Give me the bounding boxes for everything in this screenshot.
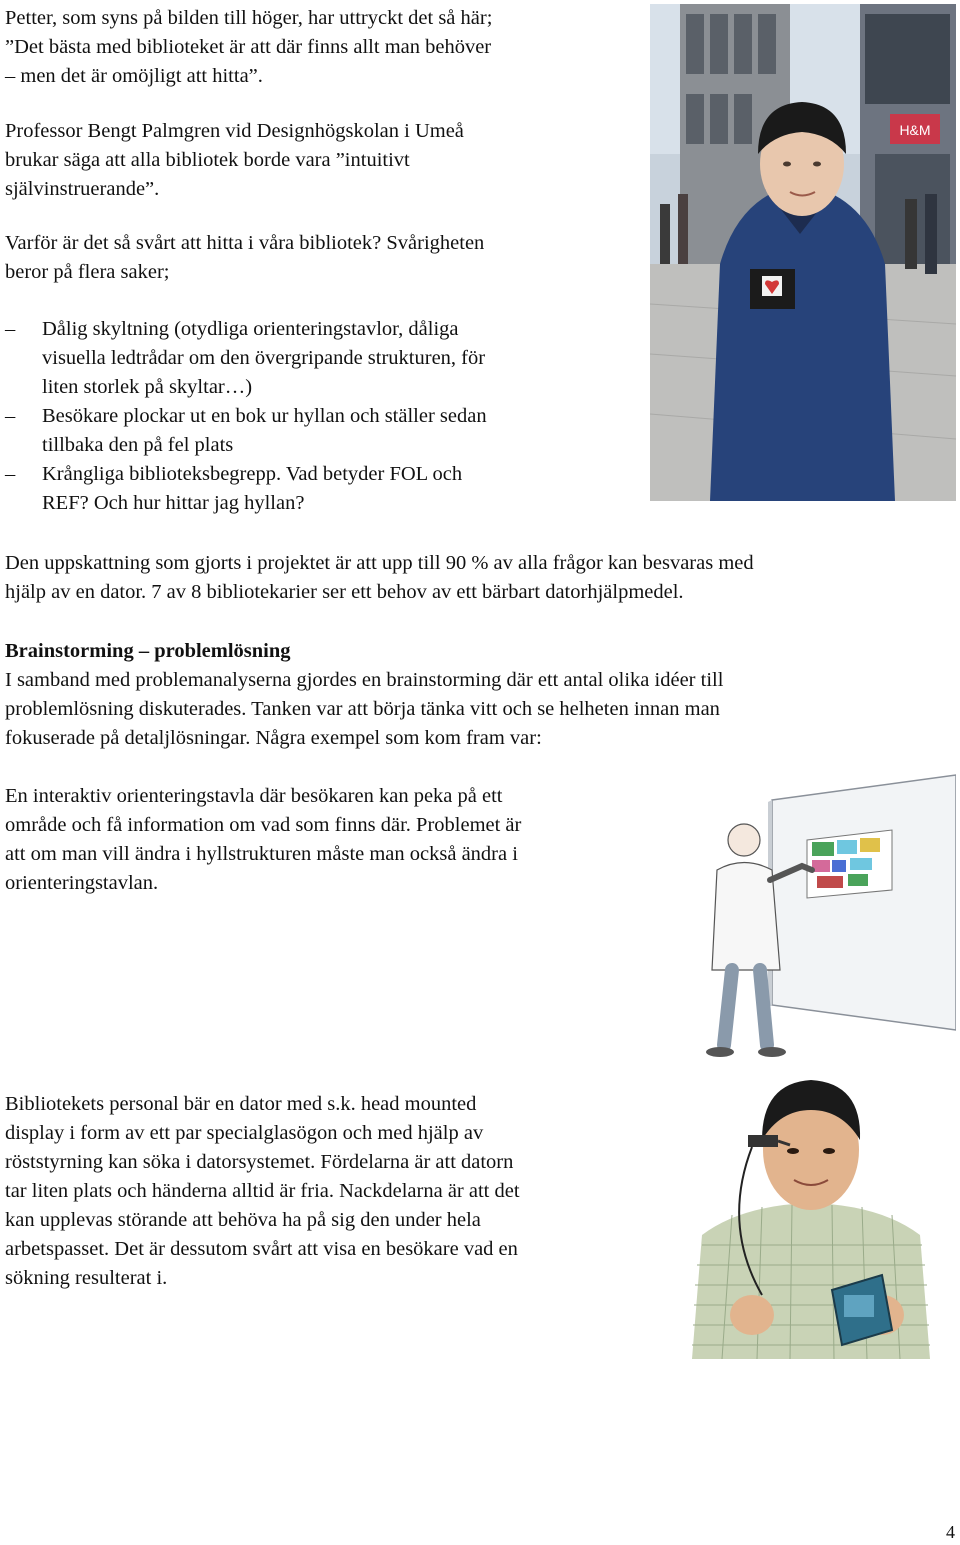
text-line: Petter, som syns på bilden till höger, har uttryckt det så här; <box>5 7 493 29</box>
problem-list <box>5 315 630 518</box>
text-line: problemlösning diskuterades. Tanken var att börja tänka vitt och se helheten innan man <box>5 698 720 720</box>
list-item <box>5 460 630 518</box>
text-line: sökning resulterat i. <box>5 1267 168 1289</box>
photo-petter <box>650 4 956 501</box>
estimate-paragraph <box>5 549 955 607</box>
idea-head-mounted-display <box>5 1090 665 1293</box>
page-number: 4 <box>946 1522 955 1542</box>
bullet-dash: – <box>5 405 16 427</box>
section-heading: Brainstorming – problemlösning <box>5 640 291 662</box>
wearable-computer-illustration <box>682 1065 940 1359</box>
idea-interactive-board <box>5 782 665 898</box>
text-line: En interaktiv orienteringstavla där besökaren kan peka på ett <box>5 785 503 807</box>
text-line: område och få information om vad som finns där. Problemet är <box>5 814 522 836</box>
text-line: – men det är omöjligt att hitta”. <box>5 65 263 87</box>
text-line: Dålig skyltning (otydliga orienteringstavlor, dåliga <box>42 318 459 340</box>
list-item <box>5 402 630 460</box>
text-line: Besökare plockar ut en bok ur hyllan och ställer sedan <box>42 405 487 427</box>
text-line: kan upplevas störande att behöva ha på sig den under hela <box>5 1209 481 1231</box>
text-line: fokuserade på detaljlösningar. Några exempel som kom fram var: <box>5 727 542 749</box>
text-line: beror på flera saker; <box>5 261 170 283</box>
text-line: självinstruerande”. <box>5 178 160 200</box>
text-line: liten storlek på skyltar…) <box>42 376 253 398</box>
text-line: brukar säga att alla bibliotek borde vara ”intuitivt <box>5 149 410 171</box>
bullet-dash: – <box>5 463 16 485</box>
text-line: visuella ledtrådar om den övergripande strukturen, för <box>42 347 486 369</box>
list-item <box>5 315 630 402</box>
text-line: Professor Bengt Palmgren vid Designhögskolan i Umeå <box>5 120 464 142</box>
text-line: arbetspasset. Det är dessutom svårt att visa en besökare vad en <box>5 1238 518 1260</box>
store-sign-text: H&M <box>899 122 931 138</box>
text-line: REF? Och hur hittar jag hyllan? <box>42 492 305 514</box>
text-line: tar liten plats och händerna alltid är fria. Nackdelarna är att det <box>5 1180 520 1202</box>
text-line: display i form av ett par specialglasögon och med hjälp av <box>5 1122 484 1144</box>
intro-paragraph-2 <box>5 117 635 204</box>
text-line: hjälp av en dator. 7 av 8 bibliotekarier ser ett behov av ett bärbart datorhjälpmedel. <box>5 581 684 603</box>
intro-paragraph-1 <box>5 4 635 91</box>
text-line: orienteringstavlan. <box>5 872 159 894</box>
text-line: röststyrning kan söka i datorsystemet. Fördelarna är att datorn <box>5 1151 514 1173</box>
text-line: tillbaka den på fel plats <box>42 434 234 456</box>
photo-petter-illustration <box>650 4 956 501</box>
brainstorm-section <box>5 637 955 753</box>
intro-paragraph-3 <box>5 229 645 287</box>
text-line: Bibliotekets personal bär en dator med s.k. head mounted <box>5 1093 477 1115</box>
photo-wearable-computer <box>682 1065 940 1359</box>
text-line: att om man vill ändra i hyllstrukturen måste man också ändra i <box>5 843 518 865</box>
orientation-board-drawing <box>672 770 956 1062</box>
text-line: ”Det bästa med biblioteket är att där finns allt man behöver <box>5 36 492 58</box>
text-line: Varför är det så svårt att hitta i våra bibliotek? Svårigheten <box>5 232 485 254</box>
text-line: Den uppskattning som gjorts i projektet är att upp till 90 % av alla frågor kan besvaras med <box>5 552 754 574</box>
illustration-orientation-board <box>672 770 956 1062</box>
text-line: Krångliga biblioteksbegrepp. Vad betyder FOL och <box>42 463 463 485</box>
bullet-dash: – <box>5 318 16 340</box>
text-line: I samband med problemanalyserna gjordes en brainstorming där ett antal olika idéer till <box>5 669 724 691</box>
